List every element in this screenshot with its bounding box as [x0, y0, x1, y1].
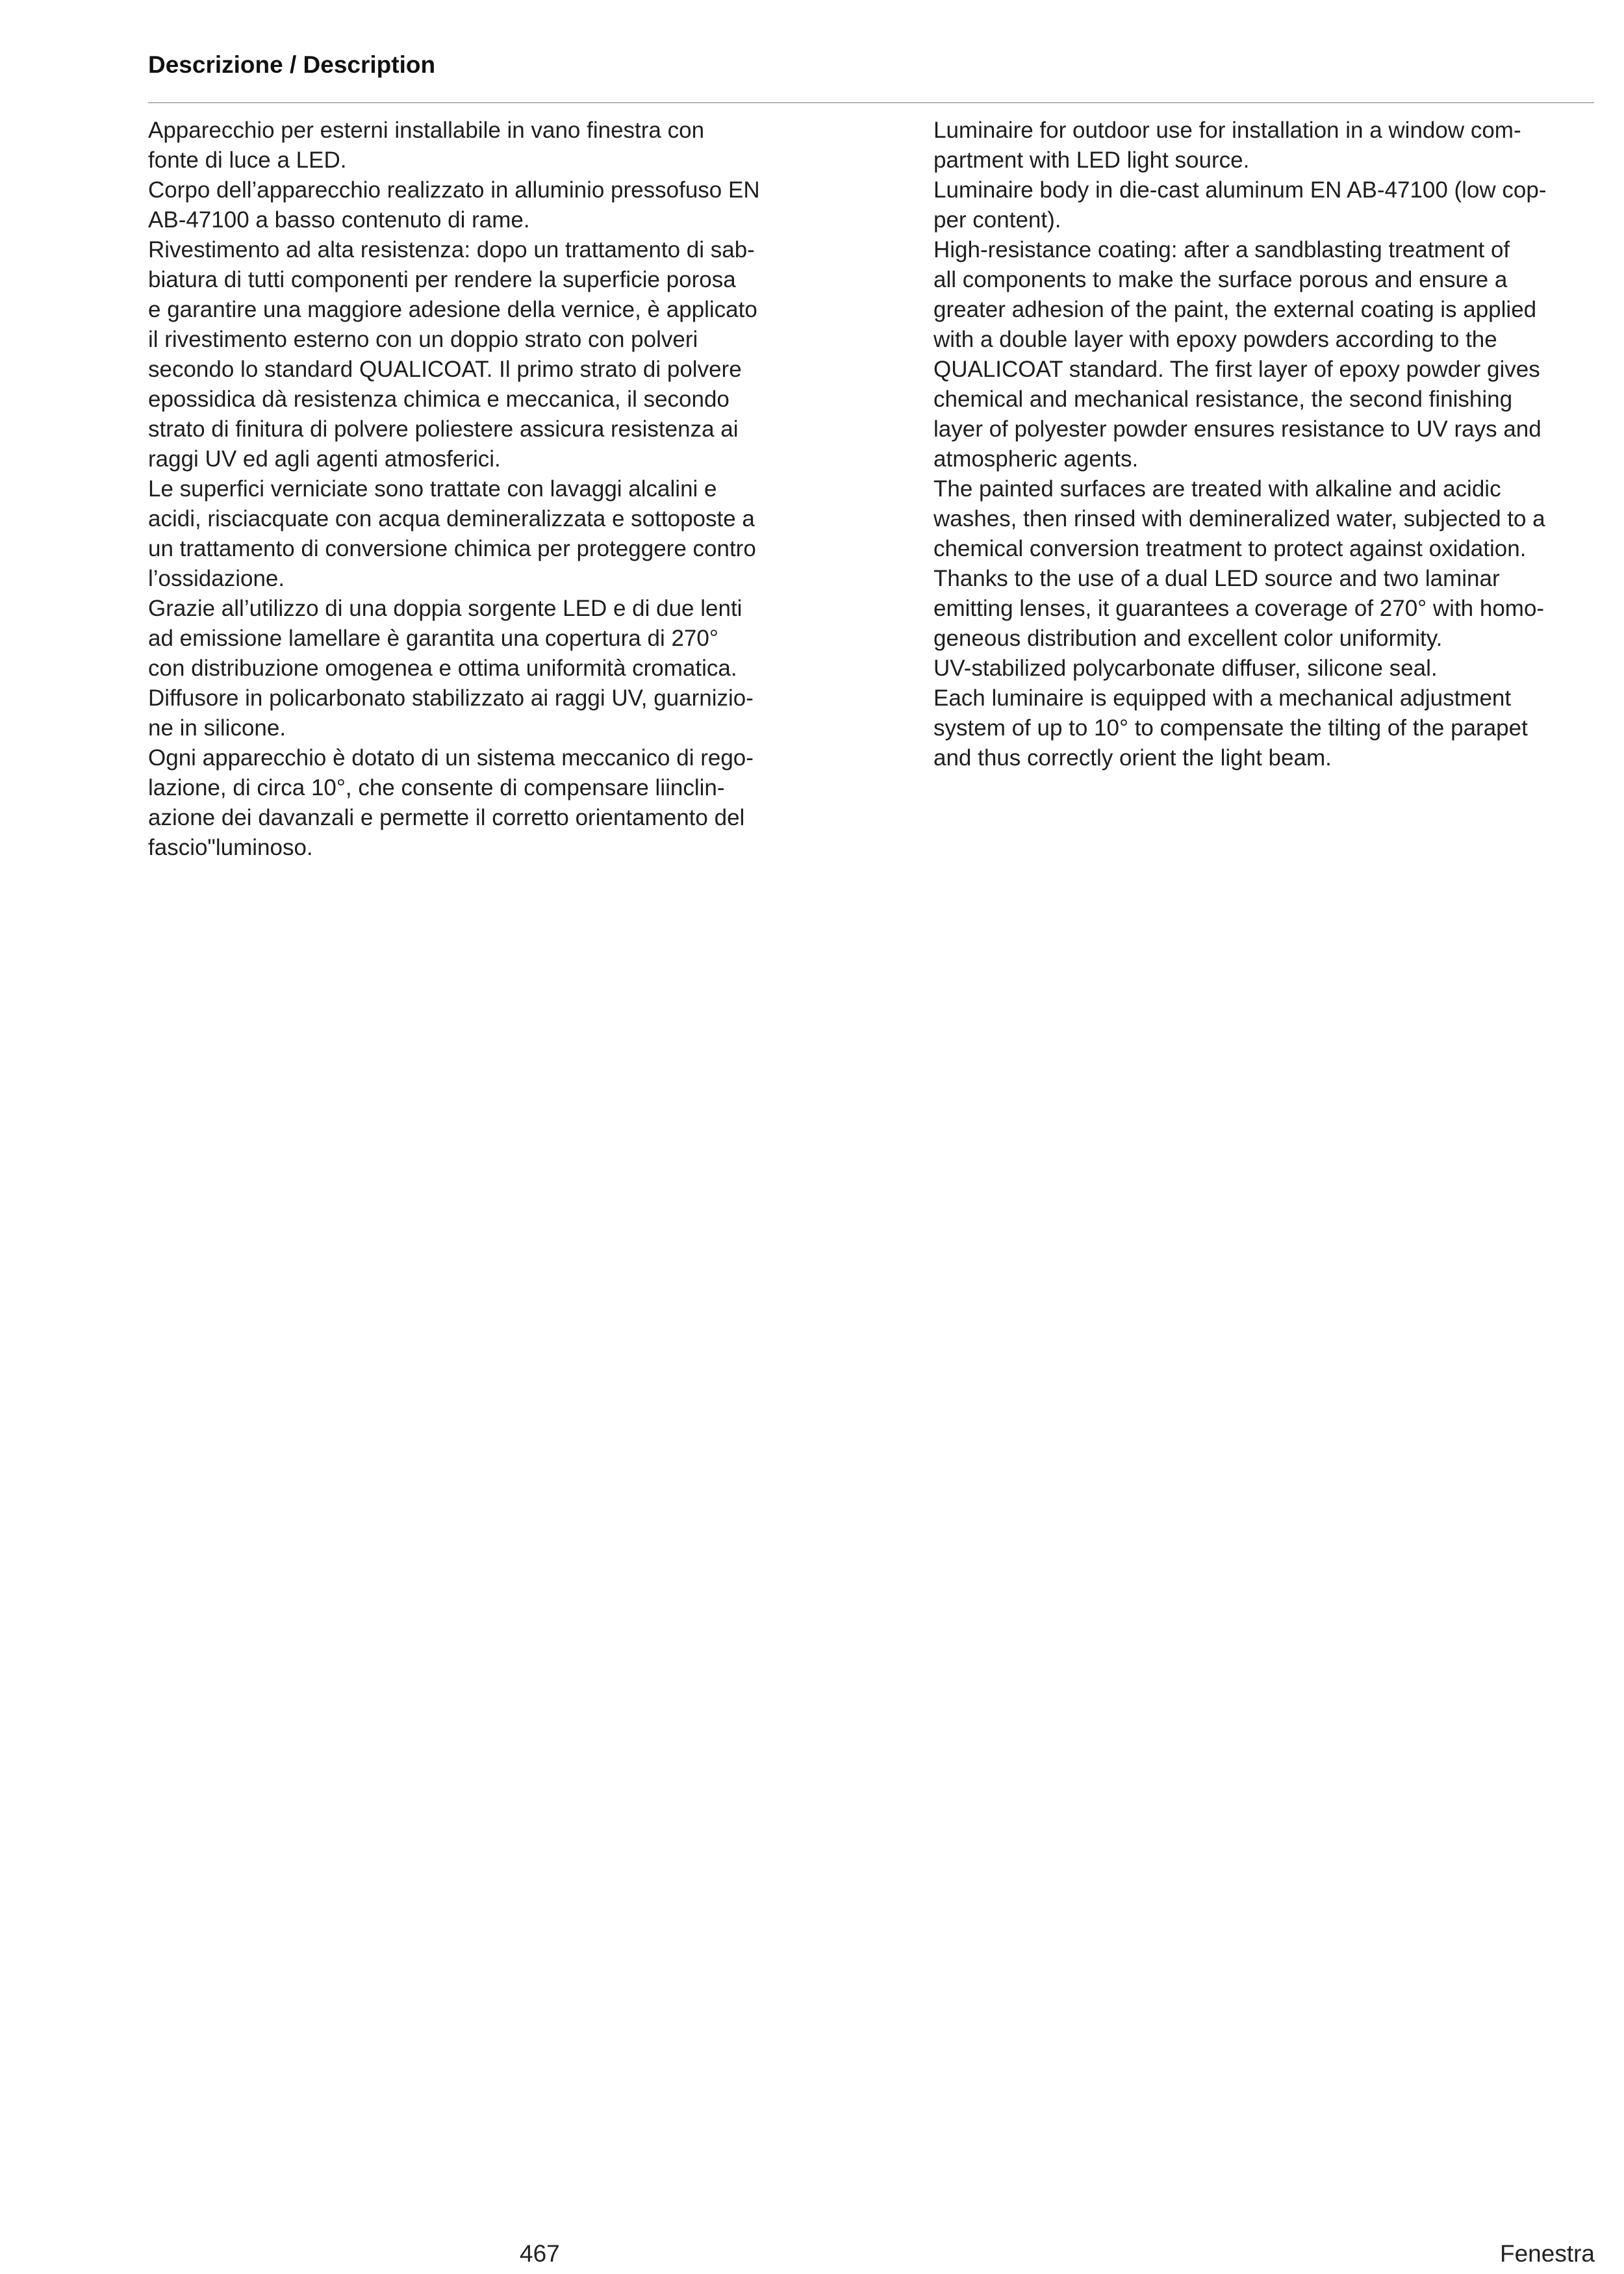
- page-title: Descrizione / Description: [148, 51, 436, 78]
- text-line: strato di finitura di polvere poliestere assicura resistenza ai: [148, 416, 739, 442]
- text-line: Diffusore in policarbonato stabilizzato ai raggi UV, guarnizio-: [148, 685, 754, 711]
- text-line: ne in silicone.: [148, 715, 286, 741]
- text-line: Le superfici verniciate sono trattate con lavaggi alcalini e: [148, 476, 717, 502]
- text-line: AB-47100 a basso contenuto di rame.: [148, 207, 530, 233]
- section-name: Fenestra: [1499, 2240, 1595, 2267]
- text-line: partment with LED light source.: [933, 147, 1250, 173]
- text-line: with a double layer with epoxy powders according to the: [933, 327, 1497, 352]
- text-line: chemical and mechanical resistance, the second finishing: [933, 387, 1513, 412]
- text-line: emitting lenses, it guarantees a coverage of 270° with homo-: [933, 596, 1545, 621]
- text-line: secondo lo standard QUALICOAT. Il primo strato di polvere: [148, 357, 742, 382]
- text-line: l’ossidazione.: [148, 566, 285, 591]
- text-line: chemical conversion treatment to protect against oxidation.: [933, 536, 1527, 561]
- description-italian: [148, 116, 824, 863]
- text-line: e garantire una maggiore adesione della vernice, è applicato: [148, 297, 757, 322]
- text-line: QUALICOAT standard. The first layer of epoxy powder gives: [933, 357, 1540, 382]
- text-line: washes, then rinsed with demineralized water, subjected to a: [933, 506, 1545, 531]
- text-line: per content).: [933, 207, 1061, 233]
- text-line: acidi, risciacquate con acqua demineralizzata e sottoposte a: [148, 506, 755, 531]
- text-line: greater adhesion of the paint, the external coating is applied: [933, 297, 1537, 322]
- text-line: Luminaire body in die-cast aluminum EN AB-47100 (low cop-: [933, 177, 1547, 203]
- text-line: Ogni apparecchio è dotato di un sistema meccanico di rego-: [148, 745, 754, 771]
- title-divider: [148, 102, 1594, 103]
- text-line: fascio"luminoso.: [148, 835, 313, 860]
- text-line: Thanks to the use of a dual LED source and two laminar: [933, 566, 1500, 591]
- text-line: Grazie all’utilizzo di una doppia sorgente LED e di due lenti: [148, 596, 742, 621]
- text-line: The painted surfaces are treated with alkaline and acidic: [933, 476, 1501, 502]
- text-line: UV-stabilized polycarbonate diffuser, silicone seal.: [933, 656, 1438, 681]
- text-line: ad emissione lamellare è garantita una copertura di 270°: [148, 626, 718, 651]
- text-line: epossidica dà resistenza chimica e meccanica, il secondo: [148, 387, 730, 412]
- text-line: and thus correctly orient the light beam.: [933, 745, 1332, 771]
- text-line: con distribuzione omogenea e ottima uniformità cromatica.: [148, 656, 737, 681]
- page-number: 467: [520, 2240, 560, 2267]
- text-line: Corpo dell’apparecchio realizzato in alluminio pressofuso EN: [148, 177, 760, 203]
- text-line: azione dei davanzali e permette il corretto orientamento del: [148, 805, 745, 830]
- text-line: raggi UV ed agli agenti atmosferici.: [148, 446, 501, 472]
- text-line: Luminaire for outdoor use for installation in a window com-: [933, 118, 1521, 143]
- text-line: atmospheric agents.: [933, 446, 1139, 472]
- text-line: fonte di luce a LED.: [148, 147, 347, 173]
- text-line: Rivestimento ad alta resistenza: dopo un trattamento di sab-: [148, 237, 755, 262]
- text-line: un trattamento di conversione chimica per proteggere contro: [148, 536, 756, 561]
- text-line: High-resistance coating: after a sandblasting treatment of: [933, 237, 1510, 262]
- description-english: [933, 116, 1596, 773]
- text-line: biatura di tutti componenti per rendere la superficie porosa: [148, 267, 736, 292]
- text-line: Each luminaire is equipped with a mechanical adjustment: [933, 685, 1512, 711]
- text-line: system of up to 10° to compensate the tilting of the parapet: [933, 715, 1528, 741]
- text-line: lazione, di circa 10°, che consente di compensare liinclin-: [148, 775, 725, 800]
- text-line: all components to make the surface porous and ensure a: [933, 267, 1508, 292]
- text-line: il rivestimento esterno con un doppio strato con polveri: [148, 327, 698, 352]
- text-line: layer of polyester powder ensures resistance to UV rays and: [933, 416, 1542, 442]
- text-line: geneous distribution and excellent color uniformity.: [933, 626, 1443, 651]
- text-line: Apparecchio per esterni installabile in vano finestra con: [148, 118, 705, 143]
